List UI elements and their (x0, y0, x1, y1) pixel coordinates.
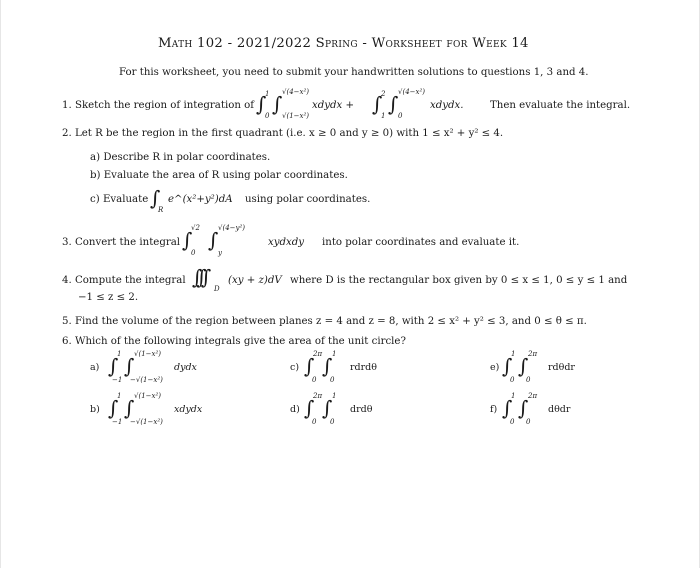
option-label: a) (90, 362, 100, 373)
integral-symbol: ∫ (108, 396, 119, 420)
inner-lower-limit: 0 (330, 418, 335, 426)
inner-lower-limit: 0 (330, 376, 335, 384)
instructions-text: For this worksheet, you need to submit your handwritten solutions to questions 1, 3 and 4. (119, 67, 589, 78)
integral-symbol: ∫ (388, 92, 399, 116)
inner-upper-limit: √(1−x²) (134, 350, 161, 358)
question-number: 6. (62, 336, 72, 347)
q3-integral (182, 224, 250, 258)
question-3 (62, 237, 180, 248)
q1-text-tail: Then evaluate the integral. (490, 100, 631, 111)
integral-symbol: ∫ (322, 396, 333, 420)
integrand: dθdr (548, 404, 571, 415)
region-label: R (158, 206, 164, 214)
upper-limit: √2 (191, 224, 200, 232)
option-label: b) (90, 404, 100, 415)
integrand: xdydx (174, 404, 203, 415)
inner-lower-limit: y (218, 249, 222, 257)
integral-symbol: ∫ (304, 396, 315, 420)
part-text: Evaluate the area of R using polar coordinates. (103, 170, 348, 181)
question-number: 2. (62, 128, 72, 139)
q6-option-e (490, 350, 600, 386)
triple-integral-symbol: ∫∫∫ (192, 265, 206, 289)
q4-text-continued: −1 ≤ z ≤ 2. (78, 292, 139, 303)
lower-limit: 0 (312, 418, 317, 426)
q1-integrand-1: xdydx + (312, 100, 355, 111)
option-label: c) (290, 362, 300, 373)
q2c-text-tail: using polar coordinates. (245, 194, 371, 205)
question-number: 3. (62, 237, 72, 248)
question-1 (62, 100, 254, 111)
integral-symbol: ∫ (372, 92, 383, 116)
integral-symbol: ∫ (272, 92, 283, 116)
integrand: dydx (174, 362, 197, 373)
question-4 (62, 275, 186, 286)
inner-upper-limit: √(4−x²) (282, 88, 309, 96)
inner-upper-limit: 2π (528, 392, 538, 400)
integral-symbol: ∫ (108, 354, 119, 378)
integral-symbol: ∫ (256, 92, 267, 116)
question-text: Find the volume of the region between planes z = 4 and z = 8, with 2 ≤ x² + y² ≤ 3, and 0 ≤ θ ≤ π. (74, 316, 587, 327)
question-number: 4. (62, 275, 72, 286)
upper-limit: 1 (511, 392, 516, 400)
part-text: Describe R in polar coordinates. (103, 152, 271, 163)
inner-lower-limit: −√(1−x²) (130, 418, 163, 426)
integral-symbol: ∫ (124, 396, 135, 420)
upper-limit: 2 (381, 90, 386, 98)
integral-symbol: ∫ (182, 228, 193, 252)
q6-option-b (90, 392, 250, 428)
part-label: a) (90, 152, 101, 163)
upper-limit: 1 (265, 90, 270, 98)
q4-text: where D is the rectangular box given by 0 ≤ x ≤ 1, 0 ≤ y ≤ 1 and (290, 275, 628, 286)
integral-symbol: ∫ (502, 354, 513, 378)
question-5 (62, 316, 587, 327)
option-label: e) (490, 362, 500, 373)
question-text: Sketch the region of integration of (74, 100, 255, 111)
integral-symbol: ∫ (208, 228, 219, 252)
q6-option-c (290, 350, 400, 386)
question-number: 5. (62, 316, 72, 327)
integral-symbol: ∫ (124, 354, 135, 378)
option-label: f) (490, 404, 498, 415)
q6-option-d (290, 392, 400, 428)
part-label: c) (90, 194, 100, 205)
part-text: Evaluate (102, 194, 149, 205)
region-label: D (214, 285, 220, 293)
integral-symbol: ∫ (304, 354, 315, 378)
inner-lower-limit: √(1−x²) (282, 112, 309, 120)
lower-limit: 0 (510, 418, 515, 426)
lower-limit: 0 (265, 112, 270, 120)
option-label: d) (290, 404, 300, 415)
lower-limit: −1 (112, 418, 123, 426)
question-text: Let R be the region in the first quadrant (i.e. x ≥ 0 and y ≥ 0) with 1 ≤ x² + y² ≤ 4. (74, 128, 504, 139)
inner-upper-limit: 2π (528, 350, 538, 358)
inner-upper-limit: √(4−y²) (218, 224, 246, 232)
q2-part-b (90, 170, 348, 181)
q2c-integral (150, 186, 170, 216)
q3-integrand: xydxdy (268, 237, 305, 248)
q4-integrand: (xy + z)dV (228, 275, 282, 286)
integral-symbol: ∫ (518, 396, 529, 420)
part-label: b) (90, 170, 101, 181)
upper-limit: 1 (117, 392, 122, 400)
q2c-integrand: e^(x²+y²)dA (168, 194, 233, 205)
inner-upper-limit: √(4−x²) (398, 88, 425, 96)
question-text: Which of the following integrals give the area of the unit circle? (74, 336, 406, 347)
page-border-left (0, 0, 1, 568)
question-text: Convert the integral (74, 237, 181, 248)
q2-part-a (90, 152, 270, 163)
integrand: drdθ (350, 404, 373, 415)
q2-part-c (90, 194, 148, 205)
upper-limit: 2π (313, 392, 323, 400)
inner-lower-limit: 0 (526, 418, 531, 426)
integral-symbol: ∫ (518, 354, 529, 378)
lower-limit: 1 (381, 112, 386, 120)
lower-limit: 0 (510, 376, 515, 384)
inner-lower-limit: 0 (398, 112, 403, 120)
inner-upper-limit: 1 (332, 350, 337, 358)
inner-upper-limit: 1 (332, 392, 337, 400)
question-6 (62, 336, 406, 347)
q3-text-tail: into polar coordinates and evaluate it. (322, 237, 520, 248)
q6-option-a (90, 350, 250, 386)
q1-integrand-2: xdydx. (430, 100, 464, 111)
question-number: 1. (62, 100, 72, 111)
lower-limit: −1 (112, 376, 123, 384)
inner-lower-limit: −√(1−x²) (130, 376, 163, 384)
upper-limit: 1 (511, 350, 516, 358)
inner-upper-limit: √(1−x²) (134, 392, 161, 400)
integrand: rdθdr (548, 362, 575, 373)
question-text: Compute the integral (74, 275, 186, 286)
q4-triple-integral (192, 265, 226, 295)
upper-limit: 1 (117, 350, 122, 358)
inner-lower-limit: 0 (526, 376, 531, 384)
integrand: rdrdθ (350, 362, 377, 373)
lower-limit: 0 (191, 249, 196, 257)
upper-limit: 2π (313, 350, 323, 358)
question-2 (62, 128, 503, 139)
integral-symbol: ∫ (150, 186, 161, 210)
integral-symbol: ∫ (322, 354, 333, 378)
lower-limit: 0 (312, 376, 317, 384)
integral-symbol: ∫ (502, 396, 513, 420)
q1-integral-2 (372, 88, 432, 122)
worksheet-title: Math 102 - 2021/2022 Spring - Worksheet for Week 14 (158, 36, 529, 51)
q6-option-f (490, 392, 600, 428)
